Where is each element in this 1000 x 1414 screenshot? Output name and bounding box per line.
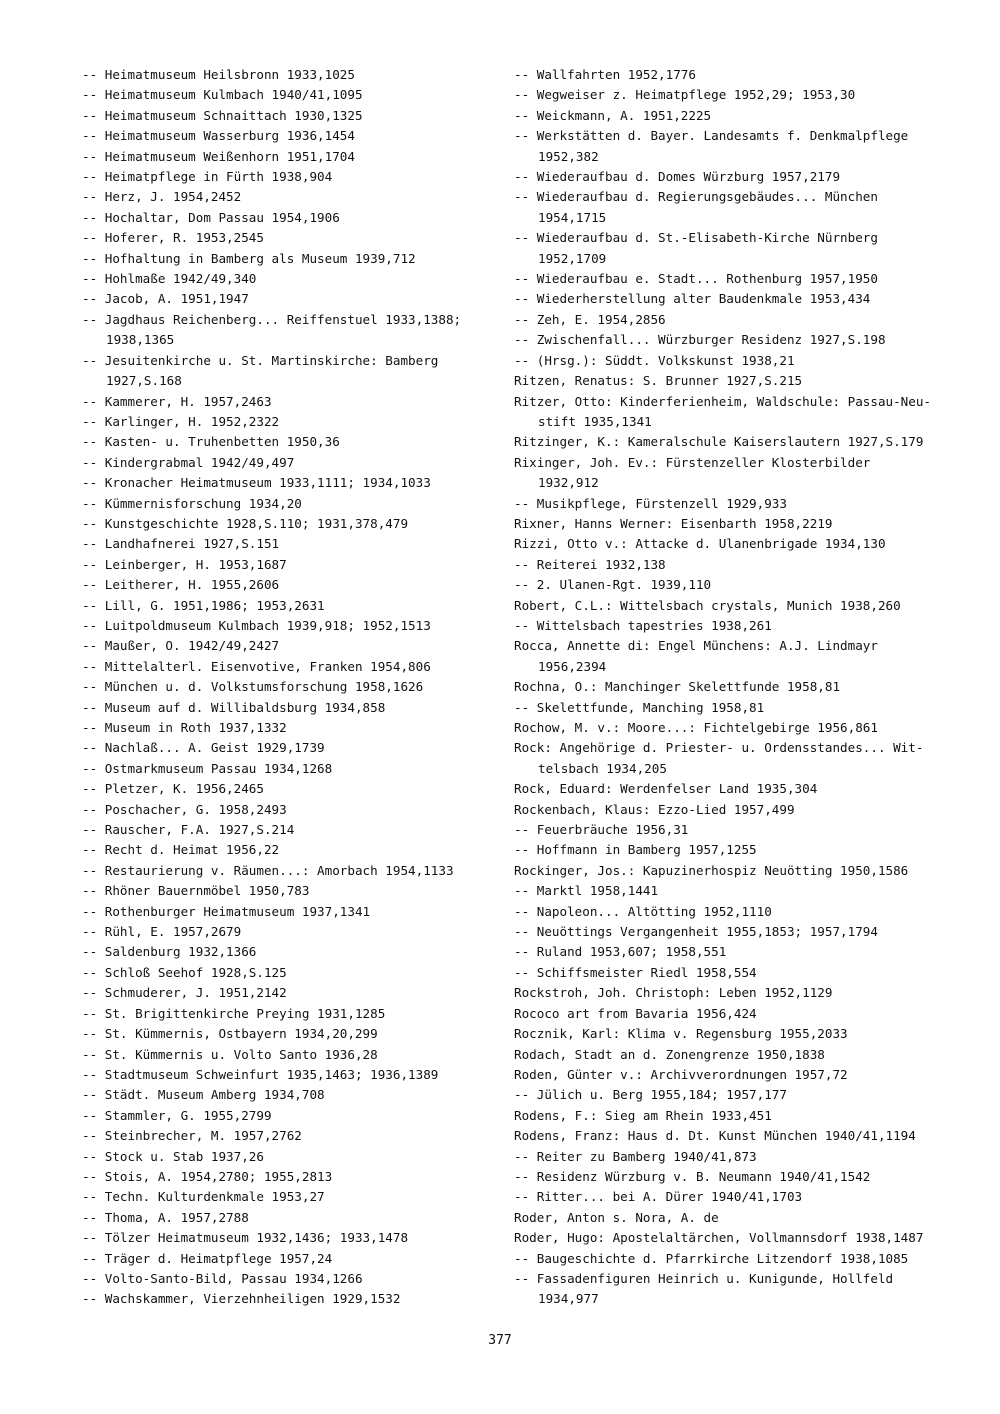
index-entry: -- Residenz Würzburg v. B. Neumann 1940/41,1542	[514, 1168, 871, 1184]
index-entry: -- St. Brigittenkirche Preying 1931,1285	[82, 1005, 386, 1021]
index-entry: -- Hochaltar, Dom Passau 1954,1906	[82, 209, 340, 225]
index-entry: Rodens, Franz: Haus d. Dt. Kunst München 1940/41,1194	[514, 1128, 916, 1144]
index-entry: -- Feuerbräuche 1956,31	[514, 822, 689, 838]
index-entry: -- Zeh, E. 1954,2856	[514, 311, 666, 327]
index-entry: -- Maußer, O. 1942/49,2427	[82, 638, 280, 654]
index-entry: -- Wallfahrten 1952,1776	[514, 67, 696, 82]
index-entry: Rock, Eduard: Werdenfelser Land 1935,304	[514, 781, 818, 797]
index-entry: -- Kronacher Heimatmuseum 1933,1111; 1934,1033	[82, 475, 431, 491]
index-entry: Robert, C.L.: Wittelsbach crystals, Munich 1938,260	[514, 597, 901, 613]
index-entry: -- Skelettfunde, Manching 1958,81	[514, 699, 765, 715]
index-entry: -- (Hrsg.): Süddt. Volkskunst 1938,21	[514, 352, 795, 368]
index-entry: -- Reiterei 1932,138	[514, 556, 666, 572]
index-entry: Roden, Günter v.: Archivverordnungen 1957,72	[514, 1066, 848, 1082]
index-entry: -- Fassadenfiguren Heinrich u. Kunigunde, Hollfeld	[514, 1270, 894, 1286]
index-entry: -- Thoma, A. 1957,2788	[82, 1209, 249, 1225]
index-entry: -- Poschacher, G. 1958,2493	[82, 801, 287, 817]
index-entry: -- 2. Ulanen-Rgt. 1939,110	[514, 577, 712, 593]
index-entry: -- Luitpoldmuseum Kulmbach 1939,918; 1952,1513	[82, 617, 431, 633]
index-entry: Rocca, Annette di: Engel Münchens: A.J. Lindmayr	[514, 638, 878, 654]
index-entry: -- Steinbrecher, M. 1957,2762	[82, 1128, 302, 1144]
index-entry: Roder, Anton s. Nora, A. de	[514, 1209, 719, 1225]
index-entry: Rixinger, Joh. Ev.: Fürstenzeller Klosterbilder	[514, 454, 871, 470]
index-entry: -- Jacob, A. 1951,1947	[82, 291, 249, 307]
index-entry: -- Wittelsbach tapestries 1938,261	[514, 617, 772, 633]
index-entry: -- Städt. Museum Amberg 1934,708	[82, 1087, 325, 1103]
index-entry: Ritzen, Renatus: S. Brunner 1927,S.215	[514, 373, 803, 389]
index-entry-continuation: 1954,1715	[538, 209, 607, 225]
index-entry: Ritzinger, K.: Kameralschule Kaiserslautern 1927,S.179	[514, 434, 924, 450]
index-entry: -- Zwischenfall... Würzburger Residenz 1927,S.198	[514, 332, 886, 348]
index-entry: -- Schloß Seehof 1928,S.125	[82, 964, 287, 980]
index-entry: -- Stois, A. 1954,2780; 1955,2813	[82, 1168, 333, 1184]
index-entry: -- Jagdhaus Reichenberg... Reiffenstuel 1933,1388;	[82, 311, 462, 327]
index-entry: -- Jülich u. Berg 1955,184; 1957,177	[514, 1087, 787, 1103]
index-entry: -- Rhöner Bauernmöbel 1950,783	[82, 883, 310, 899]
index-entry: -- Hohlmaße 1942/49,340	[82, 271, 257, 287]
index-entry: -- Rothenburger Heimatmuseum 1937,1341	[82, 903, 371, 919]
index-entry: -- Tölzer Heimatmuseum 1932,1436; 1933,1478	[82, 1230, 409, 1246]
index-entry: -- Volto-Santo-Bild, Passau 1934,1266	[82, 1270, 363, 1286]
index-entry-continuation: 1952,1709	[538, 250, 607, 266]
index-entry: -- Wiederaufbau d. Regierungsgebäudes... München	[514, 189, 878, 205]
index-entry: -- Wiederaufbau e. Stadt... Rothenburg 1957,1950	[514, 271, 878, 287]
index-entry: Rocznik, Karl: Klima v. Regensburg 1955,2033	[514, 1026, 848, 1042]
index-entry: -- St. Kümmernis u. Volto Santo 1936,28	[82, 1046, 378, 1062]
index-entry: -- Recht d. Heimat 1956,22	[82, 842, 280, 858]
index-entry: -- Techn. Kulturdenkmale 1953,27	[82, 1189, 325, 1205]
index-column-left	[82, 65, 482, 1310]
index-entry: Rodach, Stadt an d. Zonengrenze 1950,1838	[514, 1046, 825, 1062]
index-entry: -- Nachlaß... A. Geist 1929,1739	[82, 740, 325, 756]
index-entry: -- Heimatpflege in Fürth 1938,904	[82, 169, 333, 185]
index-entry: -- Ruland 1953,607; 1958,551	[514, 944, 727, 960]
index-entry: -- Pletzer, K. 1956,2465	[82, 781, 264, 797]
index-entry: -- Wiederaufbau d. Domes Würzburg 1957,2179	[514, 169, 841, 185]
index-entry: -- Karlinger, H. 1952,2322	[82, 413, 280, 429]
index-entry: -- Baugeschichte d. Pfarrkirche Litzendorf 1938,1085	[514, 1250, 909, 1266]
index-entry: -- Träger d. Heimatpflege 1957,24	[82, 1250, 333, 1266]
index-entry-continuation: 1956,2394	[538, 658, 607, 674]
index-entry-continuation: 1952,382	[538, 148, 599, 164]
index-entry: -- Kasten- u. Truhenbetten 1950,36	[82, 434, 340, 450]
index-entry: -- Kümmernisforschung 1934,20	[82, 495, 302, 511]
index-entry: -- Rauscher, F.A. 1927,S.214	[82, 822, 295, 838]
index-entry: Rockenbach, Klaus: Ezzo-Lied 1957,499	[514, 801, 795, 817]
index-entry-continuation: 1932,912	[538, 475, 599, 491]
index-entry: -- Leinberger, H. 1953,1687	[82, 556, 287, 572]
index-entry: -- Reiter zu Bamberg 1940/41,873	[514, 1148, 757, 1164]
index-entry: Rochow, M. v.: Moore...: Fichtelgebirge 1956,861	[514, 720, 878, 735]
index-entry: -- Werkstätten d. Bayer. Landesamts f. Denkmalpflege	[514, 128, 909, 144]
index-entry: Rococo art from Bavaria 1956,424	[514, 1005, 757, 1021]
index-entry: -- Marktl 1958,1441	[514, 883, 659, 899]
index-entry: -- Hoffmann in Bamberg 1957,1255	[514, 842, 757, 858]
index-entry: -- Stadtmuseum Schweinfurt 1935,1463; 1936,1389	[82, 1066, 439, 1082]
index-entry: -- Wachskammer, Vierzehnheiligen 1929,1532	[82, 1291, 401, 1307]
index-entry: Rockinger, Jos.: Kapuzinerhospiz Neuötting 1950,1586	[514, 862, 909, 878]
index-entry: -- Ostmarkmuseum Passau 1934,1268	[82, 760, 333, 776]
index-entry-continuation: telsbach 1934,205	[538, 760, 667, 776]
index-entry: Roder, Hugo: Apostelaltärchen, Vollmannsdorf 1938,1487	[514, 1230, 924, 1246]
index-entry-continuation: 1938,1365	[106, 332, 175, 348]
index-entry: -- Saldenburg 1932,1366	[82, 944, 257, 960]
index-entry: -- Restaurierung v. Räumen...: Amorbach 1954,1133	[82, 862, 454, 878]
index-entry: -- Herz, J. 1954,2452	[82, 189, 242, 205]
index-entry: -- Leitherer, H. 1955,2606	[82, 577, 280, 593]
index-entry: -- Hofhaltung in Bamberg als Museum 1939,712	[82, 250, 416, 266]
index-entry: -- Heimatmuseum Schnaittach 1930,1325	[82, 107, 363, 123]
index-entry: -- München u. d. Volkstumsforschung 1958,1626	[82, 679, 424, 695]
index-entry-continuation: 1934,977	[538, 1291, 599, 1307]
index-entry: -- Kunstgeschichte 1928,S.110; 1931,378,479	[82, 515, 409, 531]
index-entry: -- Lill, G. 1951,1986; 1953,2631	[82, 597, 325, 613]
index-entry-continuation: 1927,S.168	[106, 373, 182, 389]
index-entry: -- Heimatmuseum Kulmbach 1940/41,1095	[82, 87, 363, 103]
index-entry: -- Napoleon... Altötting 1952,1110	[514, 903, 772, 919]
index-entry: -- Museum auf d. Willibaldsburg 1934,858	[82, 699, 386, 715]
index-entry: -- Jesuitenkirche u. St. Martinskirche: Bamberg	[82, 352, 439, 368]
index-entry: Rixner, Hanns Werner: Eisenbarth 1958,2219	[514, 515, 833, 531]
index-entry: -- Wiederherstellung alter Baudenkmale 1953,434	[514, 291, 871, 307]
index-entry: Rizzi, Otto v.: Attacke d. Ulanenbrigade 1934,130	[514, 536, 886, 552]
index-entry: -- Wegweiser z. Heimatpflege 1952,29; 1953,30	[514, 87, 856, 103]
index-entry: -- Hoferer, R. 1953,2545	[82, 230, 264, 246]
index-entry: Rockstroh, Joh. Christoph: Leben 1952,1129	[514, 985, 833, 1001]
index-entry: -- Weickmann, A. 1951,2225	[514, 107, 712, 123]
index-entry: -- Neuöttings Vergangenheit 1955,1853; 1957,1794	[514, 924, 878, 940]
index-entry: -- Ritter... bei A. Dürer 1940/41,1703	[514, 1189, 803, 1205]
index-entry: -- Stock u. Stab 1937,26	[82, 1148, 264, 1164]
index-column-right	[514, 65, 934, 1310]
index-entry: Rodens, F.: Sieg am Rhein 1933,451	[514, 1107, 772, 1123]
index-entry: -- Wiederaufbau d. St.-Elisabeth-Kirche Nürnberg	[514, 230, 878, 246]
index-entry: -- Heimatmuseum Wasserburg 1936,1454	[82, 128, 355, 144]
index-entry: Rochna, O.: Manchinger Skelettfunde 1958,81	[514, 679, 841, 695]
index-entry: -- Kindergrabmal 1942/49,497	[82, 454, 295, 470]
index-entry-continuation: stift 1935,1341	[538, 413, 652, 429]
index-entry: -- Heimatmuseum Weißenhorn 1951,1704	[82, 148, 355, 164]
index-entry: -- Mittelalterl. Eisenvotive, Franken 1954,806	[82, 658, 431, 674]
index-entry: -- Schmuderer, J. 1951,2142	[82, 985, 287, 1001]
index-entry: -- Kammerer, H. 1957,2463	[82, 393, 272, 409]
index-entry: Ritzer, Otto: Kinderferienheim, Waldschule: Passau-Neu-	[514, 393, 932, 409]
index-entry: -- Museum in Roth 1937,1332	[82, 720, 287, 735]
index-entry: -- Landhafnerei 1927,S.151	[82, 536, 280, 552]
index-entry: -- Rühl, E. 1957,2679	[82, 924, 242, 940]
index-entry: -- St. Kümmernis, Ostbayern 1934,20,299	[82, 1026, 378, 1042]
index-entry: -- Schiffsmeister Riedl 1958,554	[514, 964, 757, 980]
index-entry: -- Heimatmuseum Heilsbronn 1933,1025	[82, 67, 355, 82]
index-entry: -- Stammler, G. 1955,2799	[82, 1107, 272, 1123]
index-entry: Rock: Angehörige d. Priester- u. Ordensstandes... Wit-	[514, 740, 924, 756]
page-number: 377	[488, 1333, 512, 1348]
index-entry: -- Musikpflege, Fürstenzell 1929,933	[514, 495, 787, 511]
